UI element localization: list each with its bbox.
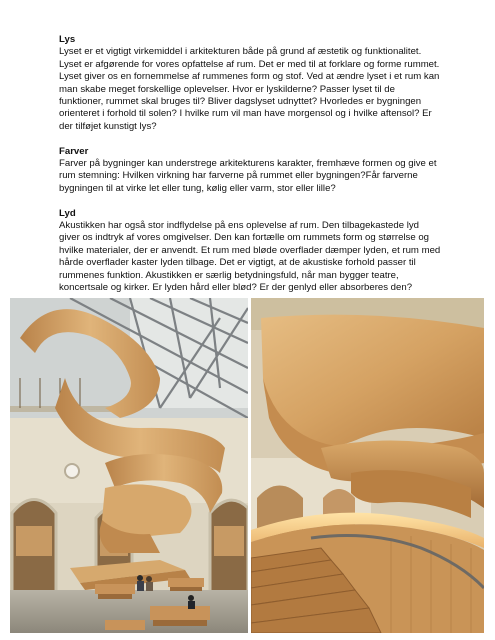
staircase-atrium-illustration: [10, 298, 248, 633]
section-body: Farver på bygninger kan understrege arkitekturens karakter, fremhæve formen og give et rum stemning: Hvilken virkning har farverne på rummet eller bygningen?Får farverne bygningen til at virke let eller tung, kølig eller varm, stor eller lille?: [59, 158, 437, 194]
curved-staircase-illustration: [251, 298, 484, 633]
article-text: [59, 34, 441, 307]
section-heading: Lys: [59, 34, 76, 45]
section-lyd: [59, 208, 441, 295]
section-body: Lyset er et vigtigt virkemiddel i arkitekturen både på grund af æstetik og funktionalitet. Lyset er afgørende for vores opfattelse af rum. Det er med til at forklare og forme rummet. Lyset giver os en fornemmelse af rummenes form og stof. Ved at ændre lyset i et rum kan man skabe meget forskellige oplevelser. Hvor er lyskilderne? Passer lyset til de funktioner, rummet skal bruges til? Bliver dagslyset udnyttet? Hvorledes er bygningen orienteret i forhold til solen? I hvilke rum vil man have morgensol og i hvilke aftensol? Er der tilføjet kunstigt lys?: [59, 46, 440, 132]
section-farver: [59, 146, 441, 196]
section-heading: Lyd: [59, 207, 76, 219]
photo-row: [10, 298, 484, 633]
staircase-atrium-photo: [10, 298, 248, 633]
section-lys: [59, 34, 441, 133]
section-heading: Farver: [59, 145, 89, 157]
curved-staircase-photo: [251, 298, 484, 633]
section-body: Akustikken har også stor indflydelse på ens oplevelse af rum. Den tilbagekastede lyd giver os indtryk af vores omgivelser. Den kan fortælle om rummets form og størrelse og hvilke materialer, der er anvendt. Et rum med bløde overflader dæmper lyden, et rum med hårde overflader kaster lyden tilbage. Det er vigtigt, at de akustiske forhold passer til rummenes funktion. Akustikken er særlig betydningsfuld, når man bygger teatre, koncertsale og kirker. Er lyden hård eller blød? Er der genlyd eller absorberes den?: [59, 220, 441, 294]
